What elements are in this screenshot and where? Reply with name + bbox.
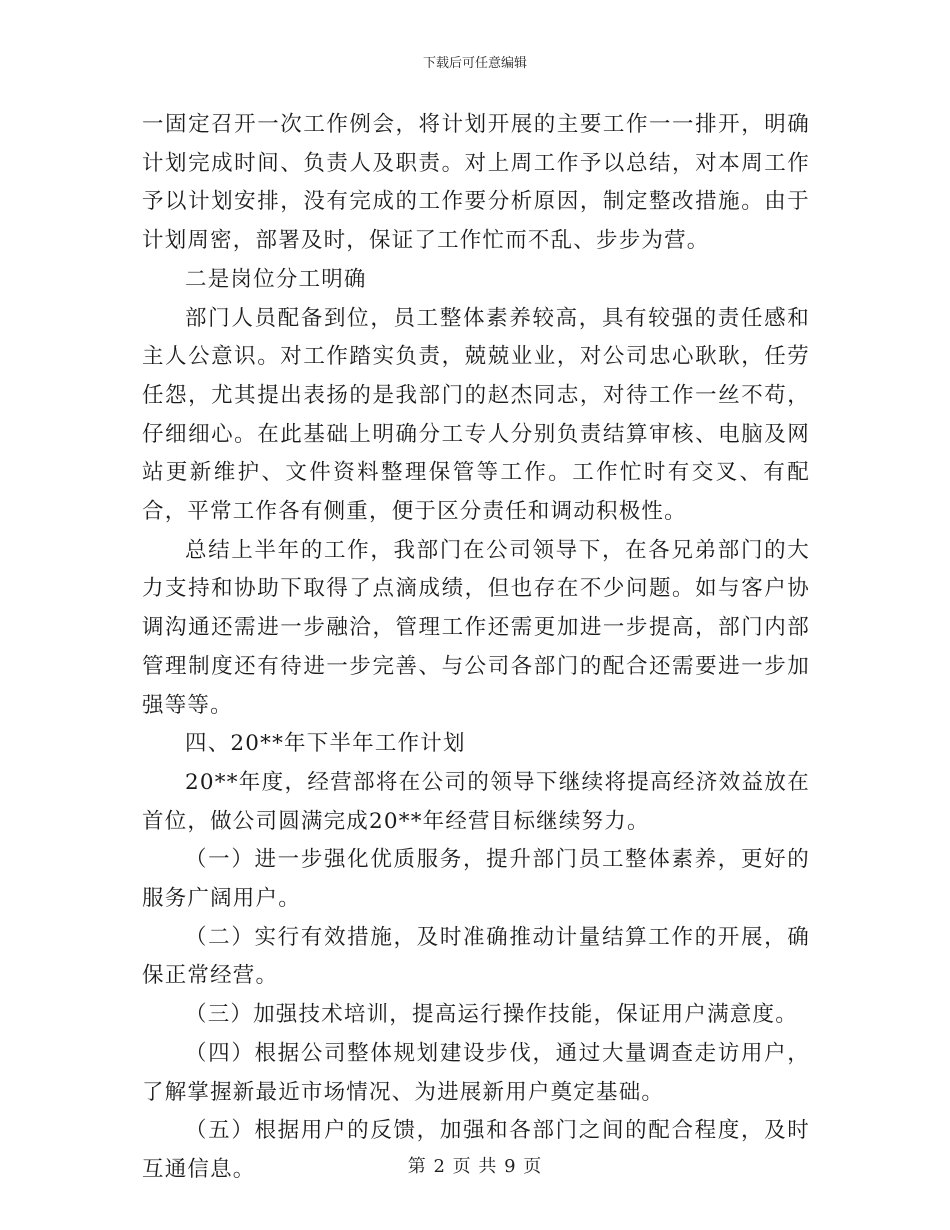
document-body xyxy=(142,106,810,1190)
plan-item-4: （四）根据公司整体规划建设步伐，通过大量调查走访用户，了解掌握新最近市场情况、为进展新用户奠定基础。 xyxy=(142,1040,810,1105)
paragraph-half-year-summary: 总结上半年的工作，我部门在公司领导下，在各兄弟部门的大力支持和协助下取得了点滴成绩，但也存在不少问题。如与客户协调沟通还需进一步融洽，管理工作还需更加进一步提高，部门内部管理制度还有待进一步完善、与公司各部门的配合还需要进一步加强等等。 xyxy=(142,537,810,718)
section-heading-job-division: 二是岗位分工明确 xyxy=(185,266,367,292)
page-header: 下载后可任意编辑 xyxy=(422,56,527,71)
plan-item-5: （五）根据用户的反馈，加强和各部门之间的配合程度，及时互通信息。 xyxy=(142,1118,810,1182)
paragraph-annual-goal: 20**年度，经营部将在公司的领导下继续将提高经济效益放在首位，做公司圆满完成20**年经营目标继续努力。 xyxy=(142,769,810,834)
page-number-footer: 第 2 页 共 9 页 xyxy=(407,1156,543,1177)
section-heading-work-plan: 四、20**年下半年工作计划 xyxy=(185,731,466,757)
paragraph-meeting-routine: 一固定召开一次工作例会，将计划开展的主要工作一一排开，明确计划完成时间、负责人及职责。对上周工作予以总结，对本周工作予以计划安排，没有完成的工作要分析原因，制定整改措施。由于计划周密，部署及时，保证了工作忙而不乱、步步为营。 xyxy=(142,112,810,254)
plan-item-2: （二）实行有效措施，及时准确推动计量结算工作的开展，确保正常经营。 xyxy=(142,924,810,989)
plan-item-1: （一）进一步强化优质服务，提升部门员工整体素养，更好的服务广阔用户。 xyxy=(142,847,810,912)
plan-item-3: （三）加强技术培训，提高运行操作技能，保证用户满意度。 xyxy=(185,1002,798,1028)
paragraph-staffing: 部门人员配备到位，员工整体素养较高，具有较强的责任感和主人公意识。对工作踏实负责，兢兢业业，对公司忠心耿耿，任劳任怨，尤其提出表扬的是我部门的赵杰同志，对待工作一丝不苟，仔细细心。在此基础上明确分工专人分别负责结算审核、电脑及网站更新维护、文件资料整理保管等工作。工作忙时有交叉、有配合，平常工作各有侧重，便于区分责任和调动积极性。 xyxy=(142,305,810,525)
